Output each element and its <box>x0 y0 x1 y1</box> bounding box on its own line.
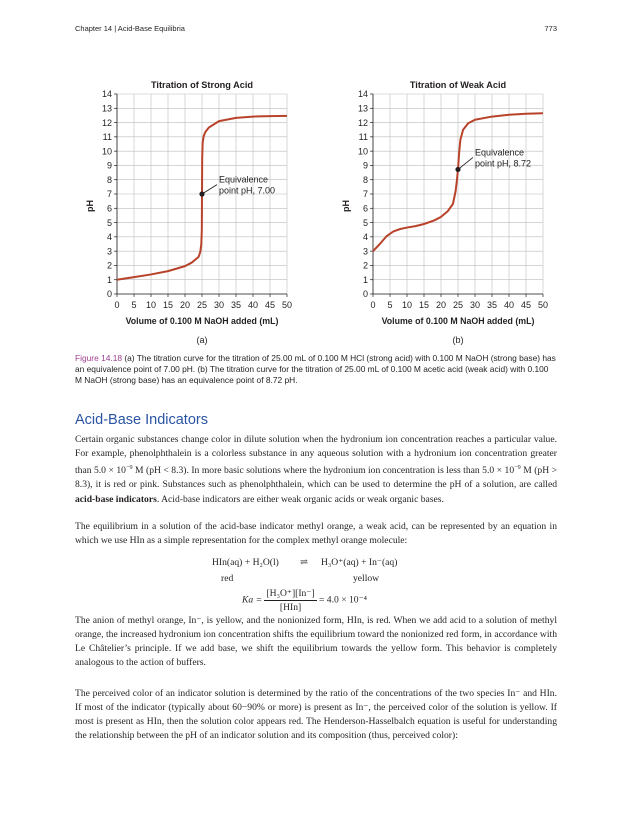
x-tick-label: 15 <box>162 300 174 310</box>
y-tick-label: 3 <box>362 246 368 257</box>
y-tick-label: 9 <box>362 160 368 171</box>
y-tick-label: 13 <box>101 103 112 114</box>
figure-label: Figure 14.18 <box>75 353 123 363</box>
y-tick-label: 5 <box>106 217 112 228</box>
paragraph-anion-color: The anion of methyl orange, In⁻, is yellow, and the nonionized form, HIn, is red. When we add acid to a solution of methyl orange, the increased hydronium ion concentration shifts the equilibrium toward the nonionized red form, in accordance with Le Châtelier’s principle. If we add base, we shift the equilibrium towards the yellow form. This behavior is completely analogous to the action of buffers. <box>75 615 557 669</box>
chart-title: Titration of Weak Acid <box>409 80 507 90</box>
y-tick-label: 4 <box>362 232 368 243</box>
panel-label: (b) <box>452 335 464 345</box>
x-tick-label: 10 <box>401 300 413 310</box>
equivalence-leader-line <box>202 185 217 194</box>
y-tick-label: 10 <box>357 146 368 157</box>
x-tick-label: 30 <box>213 300 225 310</box>
running-header-chapter: Chapter 14 | Acid-Base Equilibria <box>75 24 185 33</box>
page-number: 773 <box>544 24 557 33</box>
p1-key-term: acid-base indicators <box>75 493 157 505</box>
y-tick-label: 12 <box>357 117 368 128</box>
x-tick-label: 15 <box>418 300 430 310</box>
y-tick-label: 7 <box>106 189 112 200</box>
p1-text-c: M (pH > 8.3), it is red or pink. Substances such as phenolphthalein, which can be used to determine the pH of a solution, are called <box>75 465 558 491</box>
ka-fraction <box>264 588 316 613</box>
y-tick-label: 1 <box>362 274 368 285</box>
y-tick-label: 3 <box>106 246 112 257</box>
x-tick-label: 25 <box>452 300 464 310</box>
y-tick-label: 2 <box>362 260 368 271</box>
panel-label: (a) <box>196 335 208 345</box>
x-tick-label: 45 <box>264 300 276 310</box>
x-tick-label: 20 <box>435 300 447 310</box>
equilibrium-arrow: ⇌ <box>300 557 309 568</box>
x-tick-label: 40 <box>247 300 259 310</box>
y-tick-label: 14 <box>101 89 112 100</box>
x-tick-label: 45 <box>520 300 532 310</box>
equivalence-point-marker <box>455 167 460 172</box>
paragraph-indicators-intro <box>75 433 557 507</box>
p1-text-a: Certain organic substances change color in dilute solution when the hydronium ion concentration reaches a particular value. For example, phenolphthalein is a colorless substance in any aqueous solution with a hydronium ion concentration greater than 5.0 × 10 <box>75 434 557 477</box>
y-tick-label: 8 <box>106 174 112 185</box>
x-tick-label: 5 <box>131 300 137 310</box>
equilibrium-lhs: HIn(aq) + H₂O(l) <box>212 557 279 568</box>
y-tick-label: 6 <box>106 203 112 214</box>
y-axis-label: pH <box>341 200 351 212</box>
equivalence-leader-line <box>458 157 473 169</box>
ka-expression <box>242 588 367 613</box>
p1-text-b: M (pH < 8.3). In more basic solutions where the hydronium ion concentration is less than 5.0 × 10 <box>132 465 515 477</box>
paragraph-methyl-orange: The equilibrium in a solution of the acid-base indicator methyl orange, a weak acid, can be represented by an equation in which we use HIn as a simple representation for the complex methyl orange molecule: <box>75 521 557 547</box>
x-tick-label: 0 <box>114 300 120 310</box>
y-tick-label: 11 <box>358 132 368 143</box>
y-tick-label: 5 <box>362 217 368 228</box>
y-tick-label: 8 <box>362 174 368 185</box>
x-tick-label: 35 <box>230 300 242 310</box>
p1-text-d: . Acid-base indicators are either weak organic acids or weak organic bases. <box>156 493 444 505</box>
x-tick-label: 35 <box>486 300 498 310</box>
equivalence-label-line1: Equivalence <box>219 174 269 185</box>
x-tick-label: 40 <box>503 300 515 310</box>
color-label-red: red <box>221 573 234 584</box>
equivalence-label-line2: point pH, 7.00 <box>219 185 276 196</box>
y-tick-label: 4 <box>106 232 112 243</box>
figure-caption-text: (a) The titration curve for the titration of 25.00 mL of 0.100 M HCl (strong acid) with 0.100 M NaOH (strong base) has an equivalence point of 7.00 pH. (b) The titration curve for the titration of 25.00 mL of 0.100 M acetic acid (weak acid) with 0.100 M NaOH (strong base) has an equivalence point of 8.72 pH. <box>75 353 556 386</box>
x-tick-label: 30 <box>469 300 481 310</box>
color-label-yellow: yellow <box>353 573 380 584</box>
paragraph-perceived-color: The perceived color of an indicator solution is determined by the ratio of the concentrations of the two species In⁻ and HIn. If most of the indicator (typically about 60−90% or more) is present as In⁻, the perceived color of the solution is yellow. If most is present as HIn, then the solution color appears red. The Henderson-Hasselbalch equation is useful for understanding the relationship between the pH of an indicator solution and its composition (thus, perceived color): <box>75 688 557 742</box>
y-tick-label: 2 <box>106 260 112 271</box>
p1-exponent-2: −9 <box>514 464 521 472</box>
x-tick-label: 50 <box>537 300 549 310</box>
ka-numerator: [H₃O⁺][In⁻] <box>266 588 315 599</box>
y-tick-label: 11 <box>102 132 112 143</box>
equivalence-point-marker <box>199 191 204 196</box>
x-tick-label: 25 <box>196 300 208 310</box>
p1-exponent-1: −9 <box>125 464 133 472</box>
y-tick-label: 7 <box>362 189 368 200</box>
titration-chart-strong-acid <box>85 80 292 345</box>
x-tick-label: 0 <box>370 300 376 310</box>
x-axis-label: Volume of 0.100 M NaOH added (mL) <box>125 316 279 326</box>
chart-title: Titration of Strong Acid <box>150 80 254 90</box>
equivalence-label-line1: Equivalence <box>475 147 525 158</box>
figure-caption <box>75 353 557 387</box>
y-tick-label: 10 <box>101 146 112 157</box>
equilibrium-rhs: H₃O⁺(aq) + In⁻(aq) <box>321 557 398 568</box>
y-tick-label: 0 <box>106 289 112 300</box>
equivalence-label-line2: point pH, 8.72 <box>475 158 532 169</box>
section-title: Acid-Base Indicators <box>75 412 208 428</box>
titration-chart-weak-acid <box>341 80 548 345</box>
y-tick-label: 6 <box>362 203 368 214</box>
ka-symbol: Ka = <box>242 594 263 606</box>
x-axis-label: Volume of 0.100 M NaOH added (mL) <box>381 316 535 326</box>
y-tick-label: 13 <box>357 103 368 114</box>
x-tick-label: 50 <box>281 300 293 310</box>
y-axis-label: pH <box>85 200 95 212</box>
x-tick-label: 10 <box>145 300 157 310</box>
titration-charts-figure <box>70 66 560 348</box>
x-tick-label: 5 <box>387 300 393 310</box>
y-tick-label: 14 <box>357 89 368 100</box>
ka-value: = 4.0 × 10⁻⁴ <box>319 594 368 606</box>
ka-denominator: [HIn] <box>279 602 302 613</box>
y-tick-label: 12 <box>101 117 112 128</box>
x-tick-label: 20 <box>179 300 191 310</box>
y-tick-label: 0 <box>362 289 368 300</box>
y-tick-label: 1 <box>106 274 112 285</box>
y-tick-label: 9 <box>106 160 112 171</box>
